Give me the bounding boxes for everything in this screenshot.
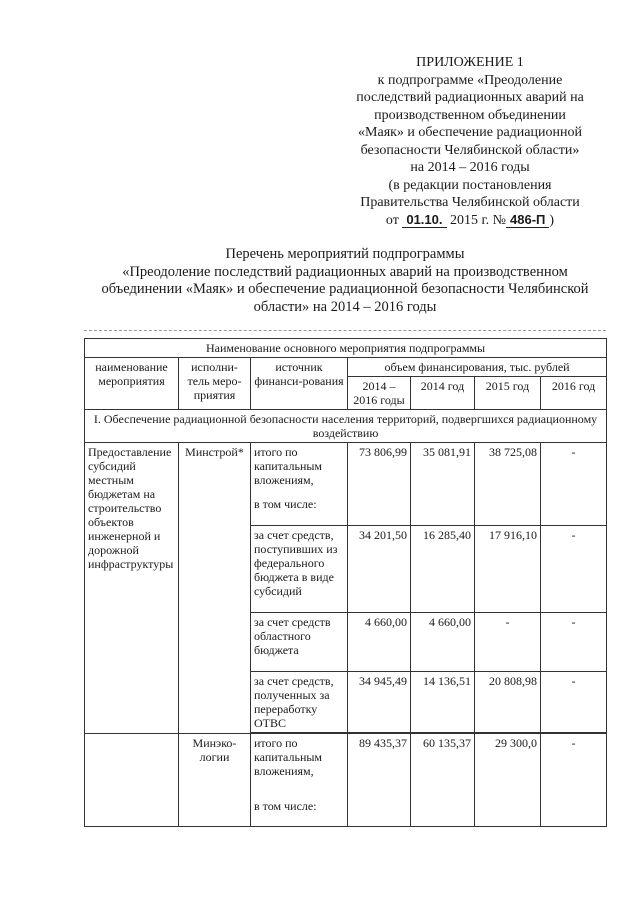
- value-2016: -: [541, 443, 607, 526]
- executor-minstroy: Минстрой*: [179, 443, 251, 734]
- title-line: области» на 2014 – 2016 годы: [253, 298, 437, 315]
- value-total: 34 201,50: [348, 526, 411, 613]
- source-federal: за счет средств, поступивших из федерального бюджета в виде субсидий: [251, 526, 348, 613]
- in-that-label: в том числе:: [251, 489, 348, 526]
- value-2014: 35 081,91: [411, 443, 475, 526]
- value-2014: 14 136,51: [411, 672, 475, 733]
- appendix-line: последствий радиационных аварий на: [356, 90, 584, 105]
- header-source: источник финанси-рования: [251, 358, 348, 410]
- value-2015: 17 916,10: [475, 526, 541, 613]
- header-main-measure: Наименование основного мероприятия подпрограммы: [85, 339, 607, 358]
- value-2016: -: [541, 672, 607, 733]
- value-2015: 38 725,08: [475, 443, 541, 526]
- value-2015: 29 300,0: [475, 734, 541, 827]
- measure-name-cont: [85, 734, 179, 827]
- header-executor: исполни-тель меро-приятия: [179, 358, 251, 410]
- value-2014: 4 660,00: [411, 613, 475, 672]
- year-text: 2015 г. №: [450, 212, 507, 228]
- appendix-line: на 2014 – 2016 годы: [410, 160, 530, 175]
- appendix-line: ПРИЛОЖЕНИЕ 1: [416, 55, 524, 70]
- source-otvs: за счет средств, полученных за переработку ОТВС: [251, 672, 348, 733]
- value-total: 73 806,99: [348, 443, 411, 526]
- value-2016: -: [541, 613, 607, 672]
- header-funding: объем финансирования, тыс. рублей: [348, 358, 607, 377]
- title-line: «Преодоление последствий радиационных аварий на производственном: [122, 263, 568, 280]
- appendix-date-line: [330, 212, 610, 230]
- value-2016: -: [541, 734, 607, 827]
- value-total: 34 945,49: [348, 672, 411, 733]
- header-2016: 2016 год: [541, 377, 607, 410]
- header-2014: 2014 год: [411, 377, 475, 410]
- appendix-line: безопасности Челябинской области»: [360, 142, 580, 158]
- value-2015: 20 808,98: [475, 672, 541, 733]
- value-2014: 16 285,40: [411, 526, 475, 613]
- source-regional: за счет средств областного бюджета: [251, 613, 348, 672]
- value-total: 89 435,37: [348, 734, 411, 827]
- appendix-line: Правительства Челябинской области: [360, 195, 580, 210]
- table-top-divider: [84, 330, 606, 331]
- date-day: 01.10.: [402, 213, 446, 228]
- document-title: [95, 246, 595, 316]
- appendix-line: «Маяк» и обеспечение радиационной: [358, 125, 582, 140]
- appendix-line: к подпрограмме «Преодоление: [377, 72, 563, 88]
- section-title: I. Обеспечение радиационной безопасности населения территорий, подвергшихся радиационному воздействию: [85, 410, 607, 443]
- measure-name: Предоставление субсидий местным бюджетам на строительство объектов инженерной и дорожной инфраструктуры: [85, 443, 179, 734]
- value-total: 4 660,00: [348, 613, 411, 672]
- header-total: 2014 – 2016 годы: [348, 377, 411, 410]
- value-2014: 60 135,37: [411, 734, 475, 827]
- measures-table: [84, 338, 607, 827]
- title-line: объединении «Маяк» и обеспечение радиационной безопасности Челябинской: [101, 281, 589, 297]
- header-2015: 2015 год: [475, 377, 541, 410]
- header-name: наименование мероприятия: [85, 358, 179, 410]
- value-2016: -: [541, 526, 607, 613]
- source-total: итого по капитальным вложениям,: [251, 443, 348, 490]
- value-2015: -: [475, 613, 541, 672]
- executor-minekologii: Минэко-логии: [179, 734, 251, 827]
- decree-number: 486-П: [506, 213, 549, 228]
- source-total: итого по капитальным вложениям,: [251, 734, 348, 792]
- appendix-line: производственном объединении: [374, 107, 566, 123]
- close-paren: ): [549, 212, 555, 228]
- date-prefix: от: [385, 212, 399, 228]
- in-that-label: в том числе:: [251, 791, 348, 826]
- title-line: Перечень мероприятий подпрограммы: [225, 246, 465, 262]
- appendix-line: (в редакции постановления: [388, 177, 552, 193]
- appendix-block: [330, 54, 610, 229]
